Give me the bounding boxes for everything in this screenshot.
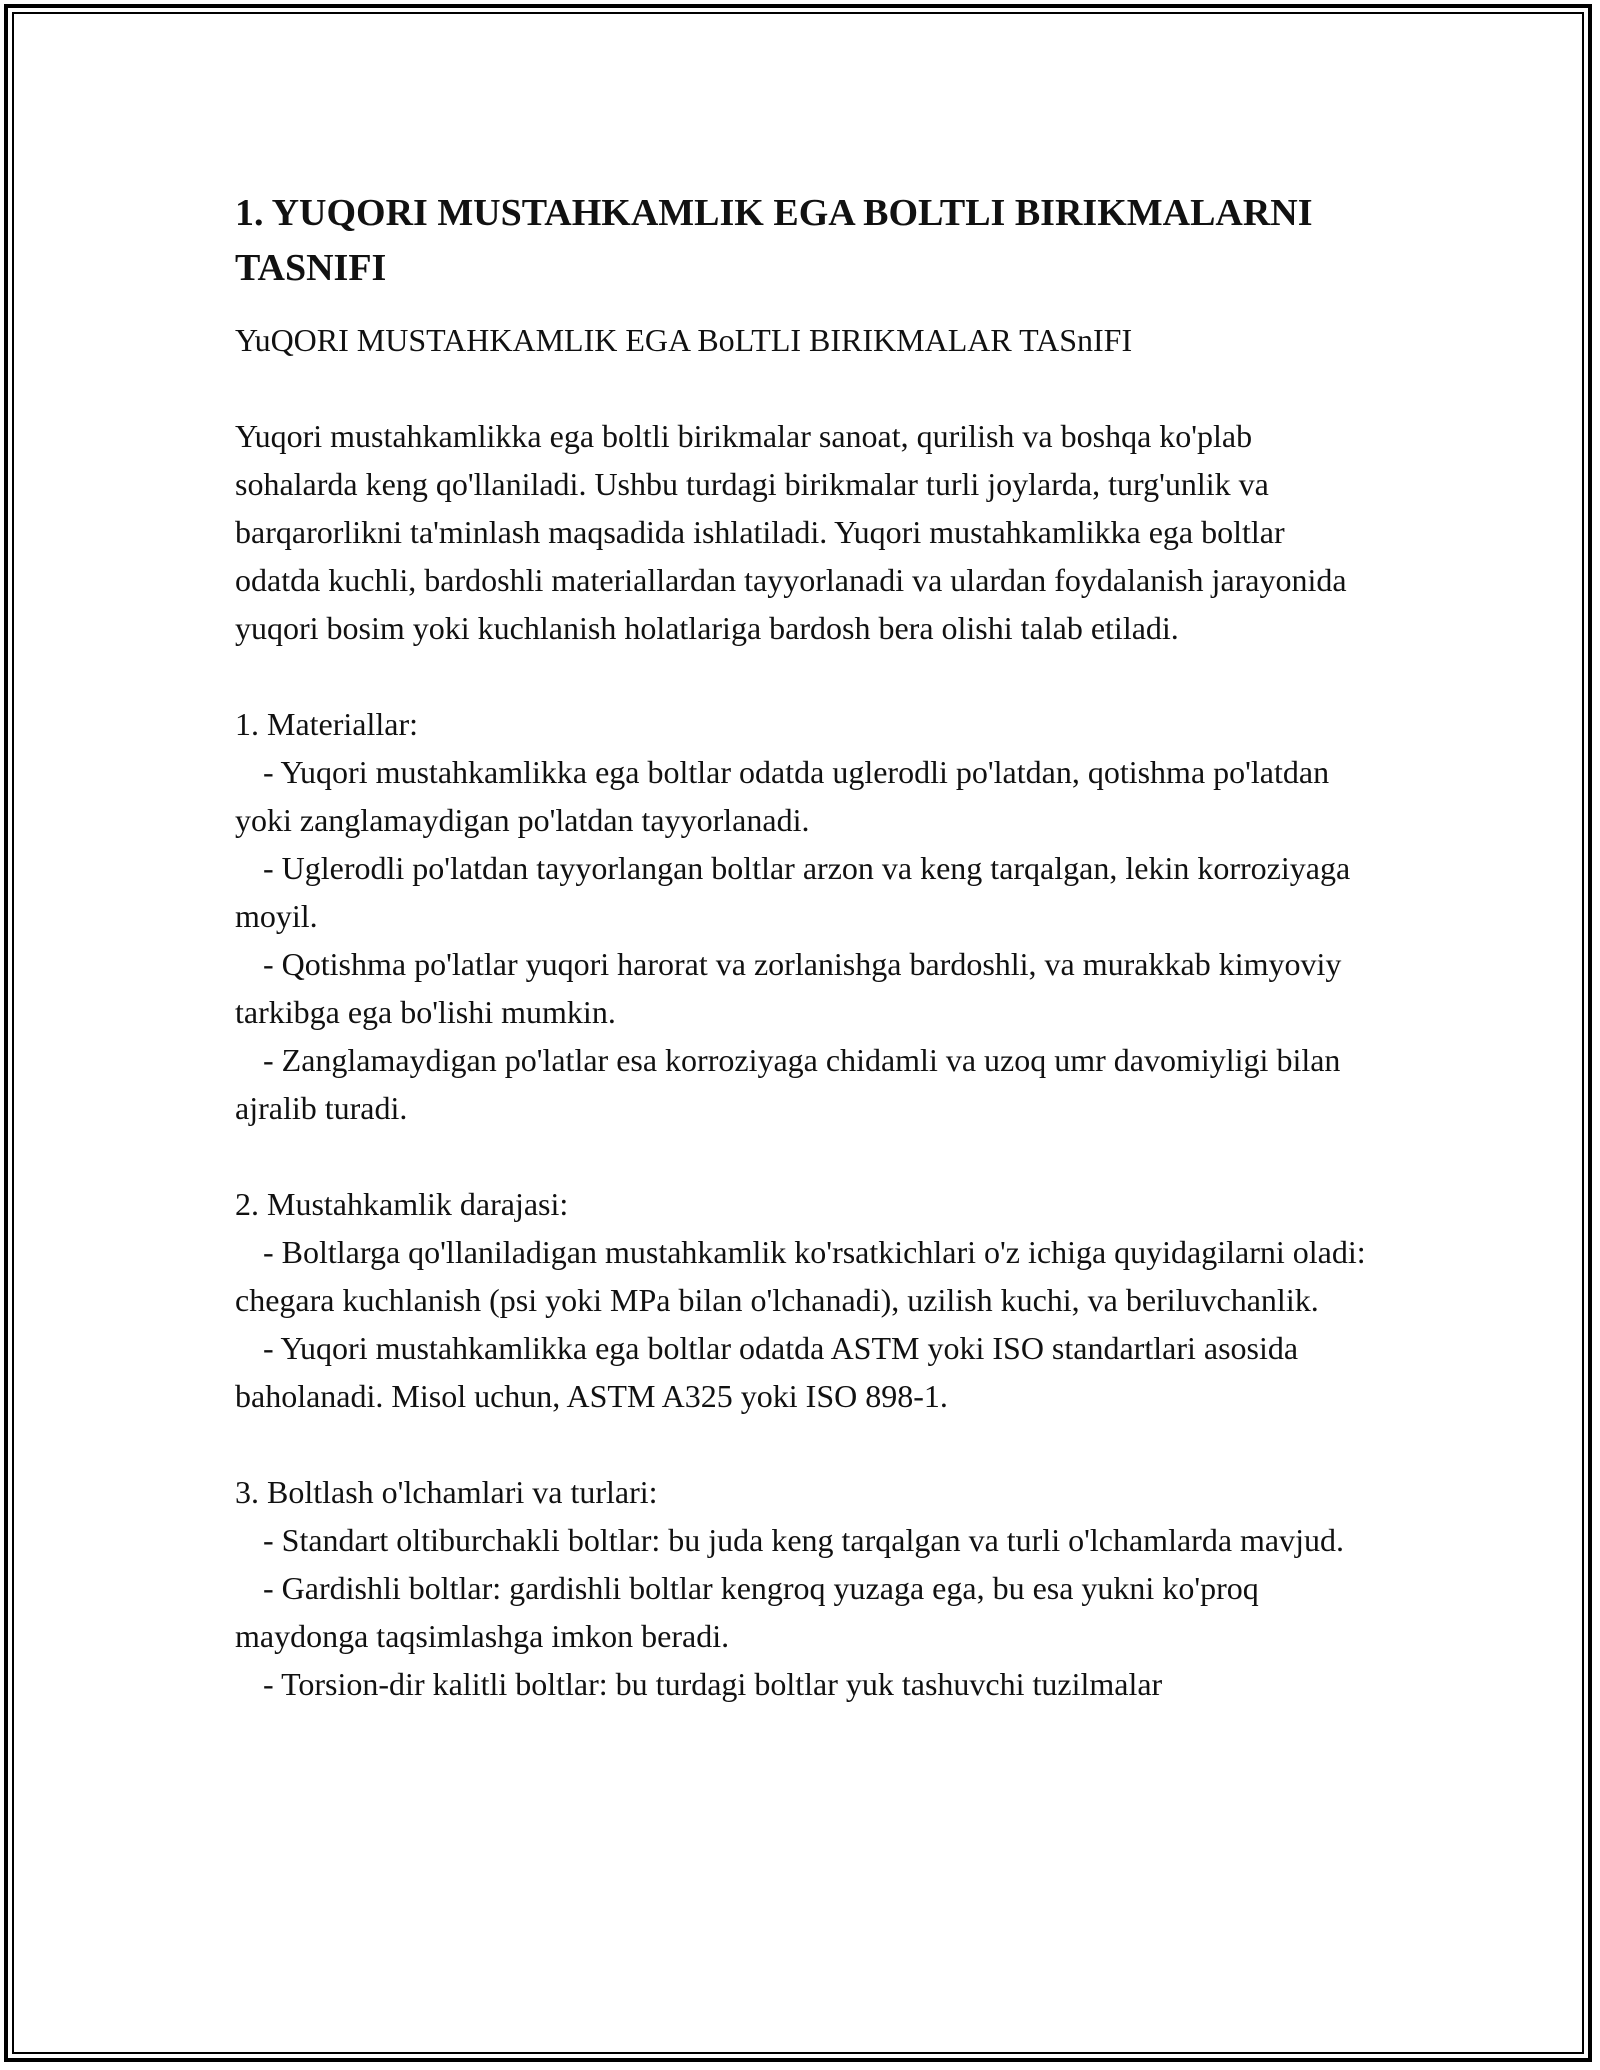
list-item: - Uglerodli po'latdan tayyorlangan boltlar arzon va keng tarqalgan, lekin korroziyaga moyil. xyxy=(235,850,1351,934)
document-subtitle: YuQORI MUSTAHKAMLIK EGA BoLTLI BIRIKMALAR TASnIFI xyxy=(235,322,1133,358)
list-item: - Qotishma po'latlar yuqori harorat va zorlanishga bardoshli, va murakkab kimyoviy tarkibga ega bo'lishi mumkin. xyxy=(235,946,1342,1030)
section-title: 1. Materiallar: xyxy=(235,706,419,742)
section-title: 3. Boltlash o'lchamlari va turlari: xyxy=(235,1474,658,1510)
section-materials xyxy=(235,700,1375,1132)
list-item: - Torsion-dir kalitli boltlar: bu turdagi boltlar yuk tashuvchi tuzilmalar xyxy=(263,1666,1163,1702)
section-strength xyxy=(235,1180,1375,1420)
list-item: - Standart oltiburchakli boltlar: bu juda keng tarqalgan va turli o'lchamlarda mavjud. xyxy=(263,1522,1344,1558)
list-item: - Boltlarga qo'llaniladigan mustahkamlik ko'rsatkichlari o'z ichiga quyidagilarni oladi: chegara kuchlanish (psi yoki MPa bilan o'lchanadi), uzilish kuchi, va beriluvchanlik. xyxy=(235,1234,1366,1318)
list-item: - Yuqori mustahkamlikka ega boltlar odatda uglerodli po'latdan, qotishma po'latdan yoki zanglamaydigan po'latdan tayyorlanadi. xyxy=(235,754,1330,838)
document-title: 1. YUQORI MUSTAHKAMLIK EGA BOLTLI BIRIKMALARNI TASNIFI xyxy=(235,192,1313,289)
section-title: 2. Mustahkamlik darajasi: xyxy=(235,1186,569,1222)
list-item: - Gardishli boltlar: gardishli boltlar kengroq yuzaga ega, bu esa yukni ko'proq maydonga taqsimlashga imkon beradi. xyxy=(235,1570,1259,1654)
list-item: - Yuqori mustahkamlikka ega boltlar odatda ASTM yoki ISO standartlari asosida baholanadi. Misol uchun, ASTM A325 yoki ISO 898-1. xyxy=(235,1330,1299,1414)
intro-paragraph: Yuqori mustahkamlikka ega boltli birikmalar sanoat, qurilish va boshqa ko'plab sohalarda keng qo'llaniladi. Ushbu turdagi birikmalar turli joylarda, turg'unlik va barqarorlikni ta'minlash maqsadida ishlatiladi. Yuqori mustahkamlikka ega boltlar odatda kuchli, bardoshli materiallardan tayyorlanadi va ulardan foydalanish jarayonida yuqori bosim yoki kuchlanish holatlariga bardosh bera olishi talab etiladi. xyxy=(235,418,1347,646)
list-item: - Zanglamaydigan po'latlar esa korroziyaga chidamli va uzoq umr davomiyligi bilan ajralib turadi. xyxy=(235,1042,1341,1126)
document-body xyxy=(235,186,1375,1756)
section-sizes-types xyxy=(235,1468,1375,1708)
